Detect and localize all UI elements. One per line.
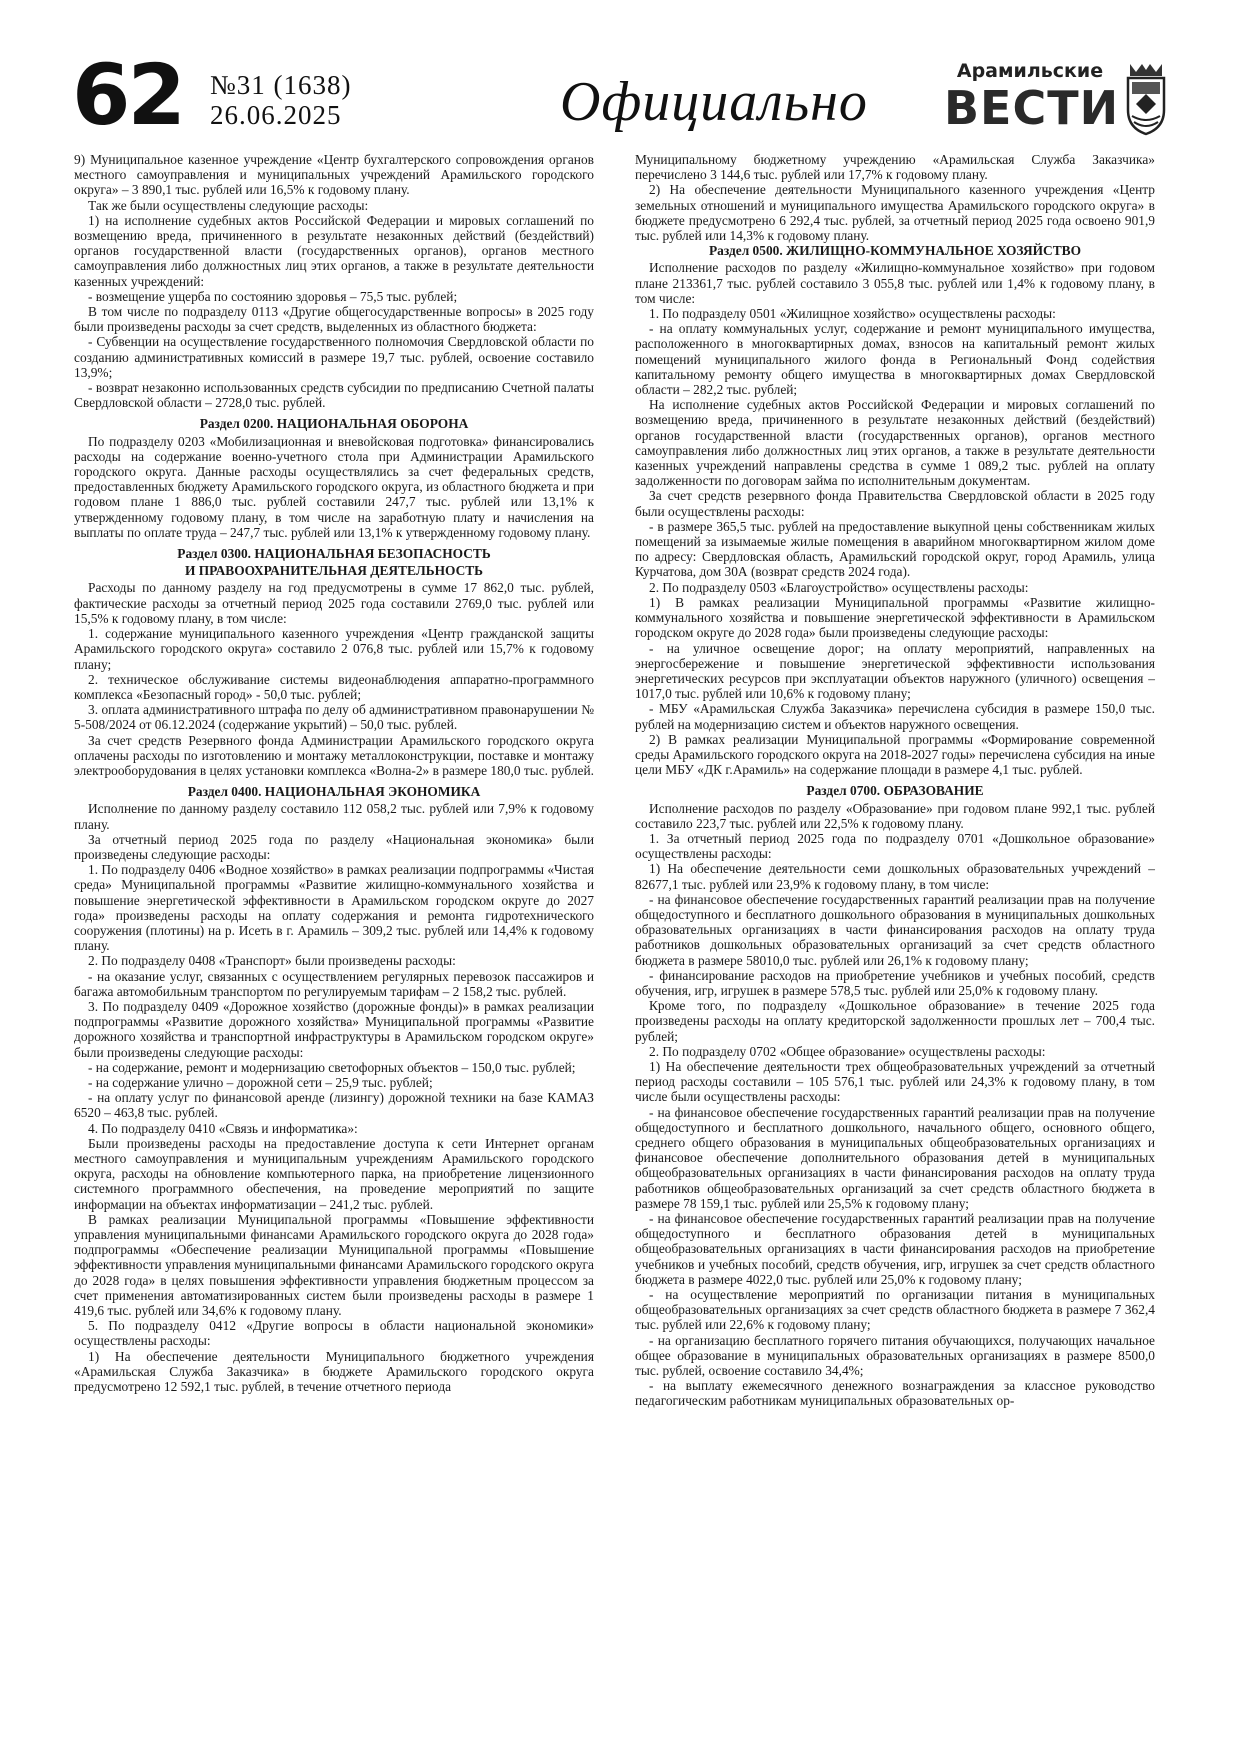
paragraph: 2. По подразделу 0503 «Благоустройство» осуществлены расходы: [649, 579, 1029, 595]
paragraph: Расходы по данному разделу на год предусмотрены в сумме 17 862,0 тыс. рублей, фактические расходы за отчетный период 2025 года составили 2769,0 тыс. рублей или 15,5% к годовому плану, в том числе: [74, 580, 594, 626]
paragraph: - на оплату коммунальных услуг, содержание и ремонт муниципального имущества, расположенного в многоквартирных домах, взносов на капитальный ремонт жилых помещений муниципального жилого фонда в Региональный Фонд содействия капитальному ремонту общего имущества в многоквартирных домах Свердловской области – 282,2 тыс. рублей; [635, 321, 1155, 398]
paragraph: 2) На обеспечение деятельности Муниципального казенного учреждения «Центр земельных отношений и муниципального имущества Арамильского городского округа» в бюджете предусмотрено 6 292,4 тыс. рублей, за отчетный период 2025 года освоено 901,9 тыс. рублей или 14,3% к годовому плану. [635, 182, 1155, 244]
paragraph: - на финансовое обеспечение государственных гарантий реализации прав на получение общедоступного и бесплатного образования детей в муниципальных общеобразовательных организациях в части финансирования расходов на приобретение учебников и учебных пособий, средств обучения, игр, игрушек за счет средств областного бюджета в размере 4022,0 тыс. рублей или 25,0% к годовому плану; [635, 1211, 1155, 1287]
section-heading: Раздел 0500. ЖИЛИЩНО-КОММУНАЛЬНОЕ ХОЗЯЙСТВО [708, 243, 1082, 259]
paragraph: - на уличное освещение дорог; на оплату мероприятий, направленных на энергосбережение и повышение энергетической эффективности использования энергетических ресурсов при эксплуатации объектов наружного (уличного) освещения – 1017,0 тыс. рублей или 10,6% к годовому плану; [635, 640, 1155, 702]
paragraph: 3. По подразделу 0409 «Дорожное хозяйство (дорожные фонды)» в рамках реализации подпрограммы «Развитие дорожного хозяйства» Муниципальной программы «Развитие дорожного хозяйства и транспортной инфраструктуры в Арамильском городском округе» были произведены следующие расходы: [74, 998, 594, 1060]
section-title: Официально [560, 71, 868, 133]
paragraph: За отчетный период 2025 года по разделу «Национальная экономика» были произведены следующие расходы: [74, 831, 594, 862]
paragraph: 1. По подразделу 0501 «Жилищное хозяйство» осуществлены расходы: [649, 306, 1056, 322]
paragraph: - возврат незаконно использованных средств субсидии по предписанию Счетной палаты Свердловской области – 2728,0 тыс. рублей. [74, 380, 594, 411]
logo-small-text: Арамильские [956, 60, 1104, 82]
paragraph: Исполнение по данному разделу составило 112 058,2 тыс. рублей или 7,9% к годовому плану. [74, 801, 594, 832]
paragraph: - на организацию бесплатного горячего питания обучающихся, получающих начальное общее образование в муниципальных образовательных организациях в размере 8500,0 тыс. рублей, освоение составило 34,4%; [635, 1332, 1155, 1379]
paragraph: - на оказание услуг, связанных с осуществлением регулярных перевозок пассажиров и багажа автомобильным транспортом по регулируемым тарифам – 2 158,2 тыс. рублей. [74, 968, 594, 999]
paragraph: По подразделу 0203 «Мобилизационная и вневойсковая подготовка» финансировались расходы на содержание военно-учетного стола при Администрации Арамильского городского округа. Данные расходы осуществлялись за счет федеральных средств, предоставленных бюджету Арамильского городского округа, из областного бюджета и при годовом плане 1 886,0 тыс. рублей составили 247,7 тыс. рублей или 13,1% к утвержденному годовому плану, в том числе на заработную плату и начисления на выплаты по оплате труда – 247,7 тыс. рублей или 13,1% к утвержденному годовому плану. [74, 433, 594, 540]
coat-of-arms-icon [1124, 58, 1168, 136]
paragraph: 1) На обеспечение деятельности трех общеобразовательных учреждений за отчетный период расходы составили – 105 576,1 тыс. рублей или 24,3% к годовому плану, в том числе были осуществлены расходы: [635, 1058, 1155, 1105]
paragraph: 9) Муниципальное казенное учреждение «Центр бухгалтерского сопровождения органов местного самоуправления и муниципальных учреждений Арамильского городского округа» – 3 890,1 тыс. рублей или 16,5% к годовому плану. [74, 152, 594, 198]
paragraph: - финансирование расходов на приобретение учебников и учебных пособий, средств обучения, игр, игрушек в размере 578,5 тыс. рублей или 25,0% к годовому плану. [635, 967, 1155, 998]
paragraph: 4. По подразделу 0410 «Связь и информатика»: [88, 1120, 358, 1136]
paragraph: - возмещение ущерба по состоянию здоровья – 75,5 тыс. рублей; [88, 288, 458, 304]
paragraph: - на содержание улично – дорожной сети – 25,9 тыс. рублей; [88, 1074, 433, 1090]
paragraph: - на оплату услуг по финансовой аренде (лизингу) дорожной техники на базе КАМАЗ 6520 – 463,8 тыс. рублей. [74, 1090, 594, 1121]
paragraph: На исполнение судебных актов Российской Федерации и мировых соглашений по возмещению вреда, причиненного в результате незаконных действий (бездействий) органов государственной власти (государственных органов), органов местного самоуправления либо должностных лиц этих органов, а также в результате деятельности казенных учреждений направлены средства в сумме 1 089,2 тыс. рублей на оплату задолженности по договорам займа по исполнительным документам. [635, 397, 1155, 489]
paragraph: Исполнение расходов по разделу «Образование» при годовом плане 992,1 тыс. рублей составило 223,7 тыс. рублей или 22,5% к годовому плану. [635, 800, 1155, 831]
paragraph: 1. содержание муниципального казенного учреждения «Центр гражданской защиты Арамильского городского округа» составило 2 076,8 тыс. рублей или 15,7% к годовому плану; [74, 626, 594, 672]
paragraph: - МБУ «Арамильская Служба Заказчика» перечислена субсидия в размере 150,0 тыс. рублей на модернизацию систем и объектов наружного освещения. [635, 701, 1155, 732]
paragraph: 1) На обеспечение деятельности Муниципального бюджетного учреждения «Арамильская Служба Заказчика» в бюджете Арамильского городского округа предусмотрено 12 592,1 тыс. рублей, в течение отчетного периода [74, 1348, 594, 1395]
section-heading: Раздел 0300. НАЦИОНАЛЬНАЯ БЕЗОПАСНОСТЬ [177, 546, 491, 562]
paragraph: За счет средств Резервного фонда Администрации Арамильского городского округа оплачены расходы по изготовлению и монтажу металлоконструкции, поставке и монтажу электрооборудования в целях установки комплекса «Волна-2» в размере 180,0 тыс. рублей. [74, 732, 595, 778]
paragraph: 2. По подразделу 0702 «Общее образование» осуществлены расходы: [649, 1043, 1046, 1059]
paragraph: - на содержание, ремонт и модернизацию светофорных объектов – 150,0 тыс. рублей; [88, 1059, 576, 1075]
logo-big-text: ВЕСТИ [944, 81, 1120, 135]
paragraph: 1) на исполнение судебных актов Российской Федерации и мировых соглашений по возмещению вреда, причиненного в результате незаконных действий (бездействий) органов государственной власти (государственных органов), органов местного самоуправления либо должностных лиц этих органов, а также в результате деятельности казенных учреждений: [74, 212, 594, 289]
paragraph: 2. техническое обслуживание системы видеонаблюдения аппаратно-программного комплекса «Безопасный город» - 50,0 тыс. рублей; [74, 671, 594, 702]
paragraph: 2. По подразделу 0408 «Транспорт» были произведены расходы: [88, 953, 456, 969]
paragraph: 1. За отчетный период 2025 года по подразделу 0701 «Дошкольное образование» осуществлены расходы: [635, 830, 1155, 862]
page-number: 62 [72, 46, 183, 144]
paragraph: 2) В рамках реализации Муниципальной программы «Формирование современной среды Арамильского городского округа на 2018-2027 годы» перечислена субсидия на иные цели МБУ «ДК г.Арамиль» на содержание площади в размере 4,1 тыс. рублей. [635, 731, 1155, 778]
left-column [74, 152, 594, 1394]
paragraph: За счет средств резервного фонда Правительства Свердловской области в 2025 году были осуществлены расходы: [635, 488, 1155, 519]
paragraph: Исполнение расходов по разделу «Жилищно-коммунальное хозяйство» при годовом плане 213361,7 тыс. рублей составило 3 055,8 тыс. рублей или 1,4% к годовому плану, в том числе: [635, 260, 1155, 306]
paragraph: 3. оплата административного штрафа по делу об административном правонарушении № 5-508/2024 от 06.12.2024 (содержание укрытий) – 50,0 тыс. рублей. [74, 702, 594, 733]
paragraph: 1) В рамках реализации Муниципальной программы «Развитие жилищно-коммунального хозяйства и повышение энергетической эффективности в Арамильском городском округе до 2028 года» были произведены следующие расходы: [635, 594, 1155, 641]
paragraph: В том числе по подразделу 0113 «Другие общегосударственные вопросы» в 2025 году были произведены расходы за счет средств, выделенных из областного бюджета: [74, 304, 594, 335]
issue-info [210, 70, 352, 130]
newspaper-logo [944, 60, 1124, 140]
paragraph: Муниципальному бюджетному учреждению «Арамильская Служба Заказчика» перечислено 3 144,6 тыс. рублей или 17,7% к годовому плану. [635, 152, 1155, 183]
section-heading: Раздел 0700. ОБРАЗОВАНИЕ [806, 783, 984, 799]
right-column [635, 152, 1155, 1409]
masthead [0, 0, 1241, 144]
issue-date: 26.06.2025 [210, 100, 342, 130]
paragraph: - на осуществление мероприятий по организации питания в муниципальных общеобразовательных организациях за счет средств областного бюджета в размере 7 362,4 тыс. рублей или 22,6% к годовому плану; [635, 1287, 1155, 1333]
paragraph: 1. По подразделу 0406 «Водное хозяйство» в рамках реализации подпрограммы «Чистая среда» Муниципальной программы «Развитие жилищно-коммунального хозяйства и повышение энергетической эффективности в Арамильском городском округе до 2027 года» произведены расходы на оплату содержания и ремонта гидротехнического сооружения (плотины) на р. Исеть в г. Арамиль – 309,2 тыс. рублей или 14,4% к годовому плану. [74, 862, 594, 954]
issue-number: №31 (1638) [210, 70, 352, 100]
paragraph: - на выплату ежемесячного денежного вознаграждения за классное руководство педагогическим работникам муниципальных образовательных ор- [635, 1378, 1155, 1409]
section-heading: И ПРАВООХРАНИТЕЛЬНАЯ ДЕЯТЕЛЬНОСТЬ [184, 563, 484, 579]
paragraph: - в размере 365,5 тыс. рублей на предоставление выкупной цены собственникам жилых помещений за изымаемые жилые помещения в аварийном многоквартирном жилом доме по адресу: Свердловская область, Арамильский городской округ, город Арамиль, улица Курчатова, дом 30А (возврат средств 2024 года). [635, 518, 1155, 580]
paragraph: Были произведены расходы на предоставление доступа к сети Интернет органам местного самоуправления и муниципальным учреждениям Арамильского городского округа, расходы на обновление компьютерного парка, на приобретение лицензионного системного программного обеспечения, на проведение мероприятий по защите информации на объектах информатизации – 241,2 тыс. рублей. [74, 1135, 594, 1212]
section-heading: Раздел 0400. НАЦИОНАЛЬНАЯ ЭКОНОМИКА [187, 784, 481, 800]
paragraph: - на финансовое обеспечение государственных гарантий реализации прав на получение общедоступного и бесплатного дошкольного, начального общего, основного общего, среднего общего образования в муниципальных общеобразовательных организациях и финансовое обеспечение дополнительного образования детей в муниципальных общеобразовательных организациях в части финансирования расходов на оплату труда работников общеобразовательных организаций за счет средств областного бюджета в размере 78 159,1 тыс. рублей или 25,5% к годовому плану; [635, 1104, 1155, 1211]
paragraph: - Субвенции на осуществление государственного полномочия Свердловской области по созданию административных комиссий в размере 19,7 тыс. рублей, освоение составило 13,9%; [74, 334, 594, 380]
paragraph: - на финансовое обеспечение государственных гарантий реализации прав на получение общедоступного и бесплатного дошкольного образования в муниципальных дошкольных образовательных организациях в части финансирования расходов на оплату труда работников дошкольных образовательных организаций за счет средств областного бюджета в размере 58010,0 тыс. рублей или 26,1% к годовому плану; [635, 891, 1155, 968]
paragraph: 1) На обеспечение деятельности семи дошкольных образовательных учреждений – 82677,1 тыс. рублей или 23,9% к годовому плану, в том числе: [635, 861, 1155, 892]
section-heading: Раздел 0200. НАЦИОНАЛЬНАЯ ОБОРОНА [199, 416, 469, 432]
paragraph: В рамках реализации Муниципальной программы «Повышение эффективности управления муниципальными финансами Арамильского городского округа до 2028 года» подпрограммы «Обеспечение реализации Муниципальной программы «Повышение эффективности управления муниципальными финансами Арамильского городского округа до 2028 года» в целях повышения эффективности управления бюджетным процессом за счет применения автоматизированных систем были произведены расходы в размере 1 419,6 тыс. рублей или 34,6% к годовому плану. [74, 1211, 594, 1319]
paragraph: 5. По подразделу 0412 «Другие вопросы в области национальной экономики» осуществлены расходы: [74, 1318, 594, 1349]
paragraph: Кроме того, по подразделу «Дошкольное образование» в течение 2025 года произведены расходы на оплату кредиторской задолженности прошлых лет – 700,4 тыс. рублей; [635, 998, 1155, 1044]
paragraph: Так же были осуществлены следующие расходы: [88, 197, 369, 213]
